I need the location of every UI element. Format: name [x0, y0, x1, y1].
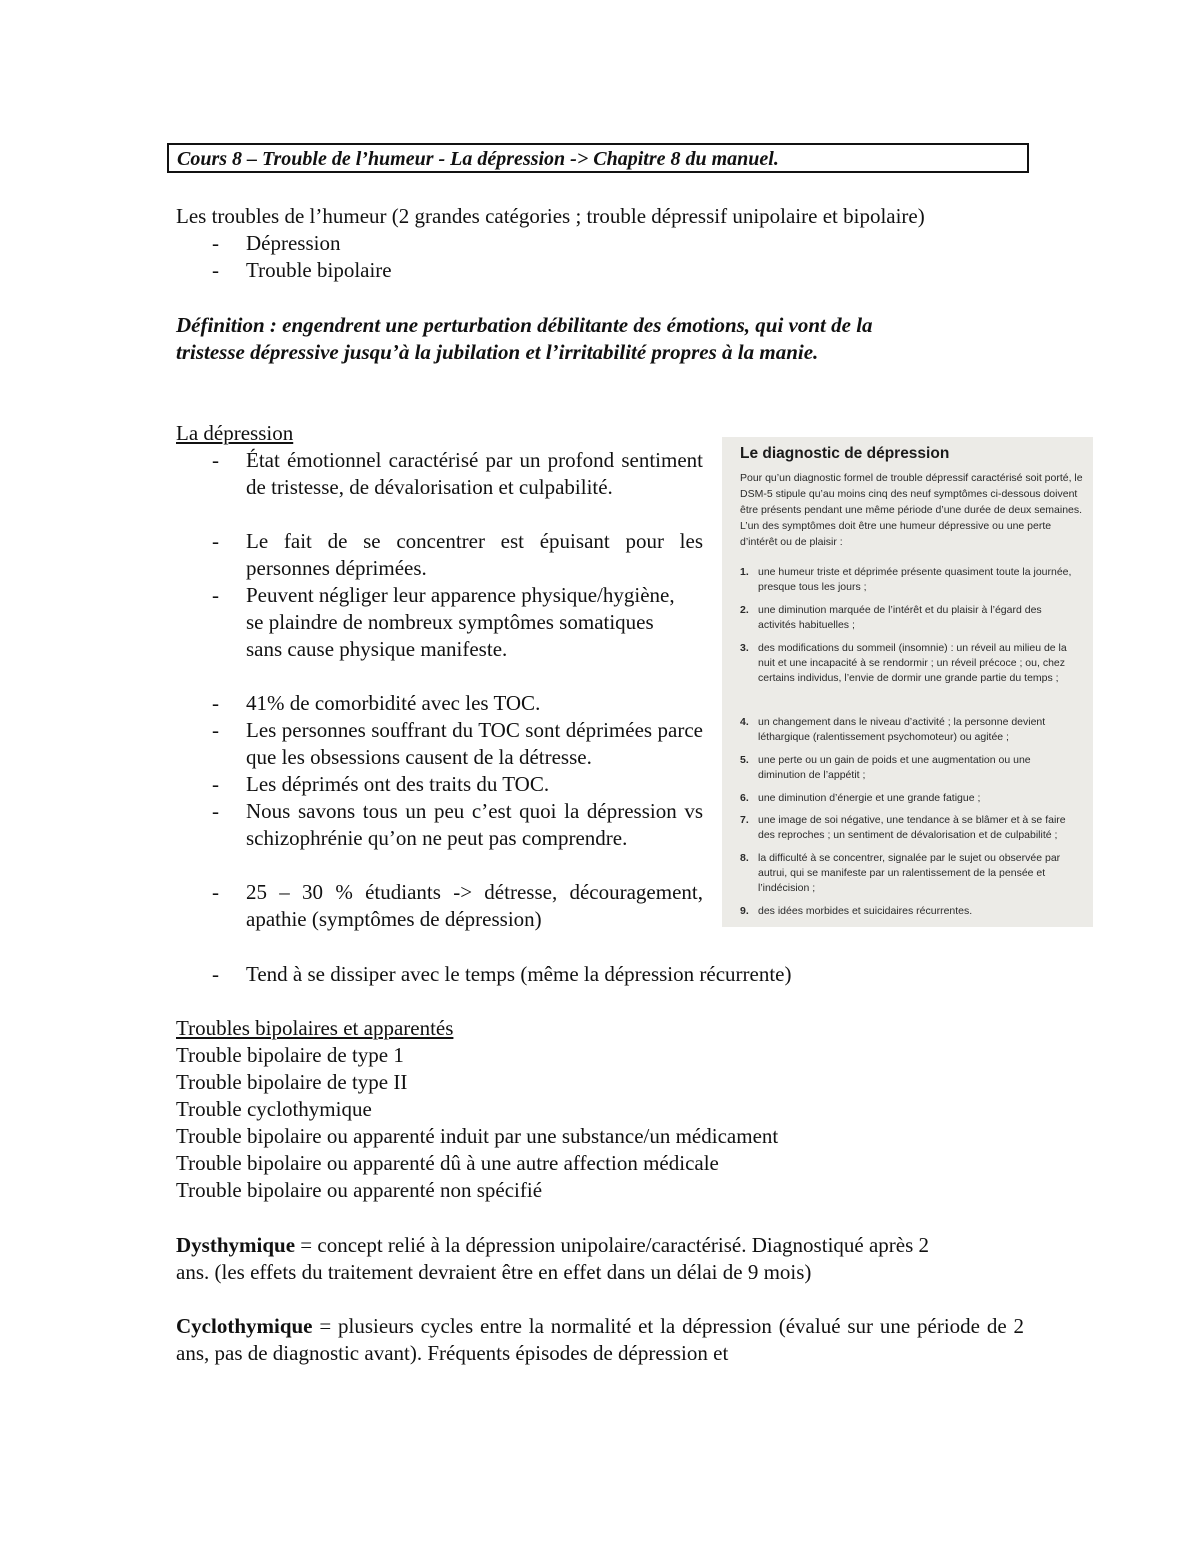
dysthymique-definition: = concept relié à la dépression unipolaire/caractérisé. Diagnostiqué après 2	[295, 1233, 930, 1257]
depression-bullet-2: Le fait de se concentrer est épuisant pour les personnes déprimées.	[246, 529, 703, 580]
photo-item-text: une image de soi négative, une tendance à se blâmer et à se faire des reproches ; un sentiment de dévalorisation et de culpabilité ;	[758, 814, 1066, 841]
bullet-dash: -	[212, 772, 219, 796]
photo-item-number: 4.	[740, 716, 749, 728]
diagnostic-photo	[722, 437, 1093, 927]
depression-bullet-1: État émotionnel caractérisé par un profond sentiment de tristesse, de dévalorisation et culpabilité.	[246, 448, 703, 499]
bipolar-item-1: Trouble bipolaire de type 1	[176, 1043, 404, 1067]
photo-item-number: 2.	[740, 604, 749, 616]
bipolar-item-4: Trouble bipolaire ou apparenté induit par une substance/un médicament	[176, 1124, 779, 1148]
photo-item-number: 6.	[740, 792, 749, 804]
bullet-dash: -	[212, 448, 219, 472]
photo-item-text: une diminution marquée de l’intérêt et du plaisir à l’égard des activités habituelles ;	[758, 604, 1042, 631]
depression-bullet-3: Peuvent négliger leur apparence physique/hygiène, se plaindre de nombreux symptômes somatiques sans cause physique manifeste.	[246, 583, 675, 661]
depression-bullet-8: 25 – 30 % étudiants -> détresse, découragement, apathie (symptômes de dépression)	[246, 880, 703, 931]
bipolar-item-5: Trouble bipolaire ou apparenté dû à une autre affection médicale	[176, 1151, 719, 1175]
bipolar-heading: Troubles bipolaires et apparentés	[176, 1016, 454, 1040]
bullet-dash: -	[212, 880, 219, 904]
depression-bullet-6: Les déprimés ont des traits du TOC.	[246, 772, 550, 796]
dysthymique-line-2: ans. (les effets du traitement devraient être en effet dans un délai de 9 mois)	[176, 1260, 812, 1284]
intro-bullet-2: Trouble bipolaire	[246, 258, 392, 282]
photo-item-number: 3.	[740, 642, 749, 654]
photo-item-text: des idées morbides et suicidaires récurrentes.	[758, 905, 973, 917]
photo-item-text: la difficulté à se concentrer, signalée par le sujet ou observée par autrui, qui se manifeste par un ralentissement de la pensée et l’indécision ;	[758, 852, 1061, 894]
photo-item-text: une diminution d’énergie et une grande fatigue ;	[758, 792, 981, 804]
photo-item-text: une humeur triste et déprimée présente quasiment toute la journée, presque tous les jours ;	[758, 566, 1072, 593]
title-box	[167, 143, 1029, 173]
bullet-dash: -	[212, 718, 219, 742]
intro-line: Les troubles de l’humeur (2 grandes catégories ; trouble dépressif unipolaire et bipolaire)	[176, 204, 925, 228]
photo-item-number: 5.	[740, 754, 749, 766]
dysthymique-term: Dysthymique	[176, 1233, 296, 1257]
dysthymique-line-1	[176, 1232, 929, 1259]
bipolar-item-2: Trouble bipolaire de type II	[176, 1070, 408, 1094]
cyclothymique-term: Cyclothymique	[176, 1314, 313, 1338]
definition-line-2: tristesse dépressive jusqu’à la jubilation et l’irritabilité propres à la manie.	[176, 340, 819, 364]
photo-intro: Pour qu’un diagnostic formel de trouble dépressif caractérisé soit porté, le DSM-5 stipule qu’au moins cinq des neuf symptômes ci-dessous doivent être présents pendant une même période d’une durée de deux semaines. L’un des symptômes doit être une humeur dépressive ou une perte d’intérêt ou de plaisir :	[740, 472, 1083, 548]
depression-bullet-5: Les personnes souffrant du TOC sont déprimées parce que les obsessions causent de la détresse.	[246, 718, 703, 769]
bipolar-item-6: Trouble bipolaire ou apparenté non spécifié	[176, 1178, 543, 1202]
photo-item-text: un changement dans le niveau d’activité ; la personne devient léthargique (ralentissement psychomoteur) ou agitée ;	[758, 716, 1046, 743]
cyclothymique-definition: = plusieurs cycles entre la normalité et la dépression (évalué sur une période de 2 ans, pas de diagnostic avant). Fréquents épisodes de dépression et	[176, 1314, 1024, 1365]
depression-bullet-7: Nous savons tous un peu c’est quoi la dépression vs schizophrénie qu’on ne peut pas comprendre.	[246, 799, 703, 850]
page-title: Cours 8 – Trouble de l’humeur - La dépression -> Chapitre 8 du manuel.	[177, 148, 779, 170]
photo-item-text: une perte ou un gain de poids et une augmentation ou une diminution de l’appétit ;	[758, 754, 1031, 781]
bipolar-item-3: Trouble cyclothymique	[176, 1097, 372, 1121]
bullet-dash: -	[212, 529, 219, 553]
depression-bullet-9: Tend à se dissiper avec le temps (même la dépression récurrente)	[246, 962, 792, 986]
definition-line-1: Définition : engendrent une perturbation débilitante des émotions, qui vont de la	[176, 313, 873, 337]
photo-item-number: 1.	[740, 566, 749, 578]
photo-item-text: des modifications du sommeil (insomnie) : un réveil au milieu de la nuit et une incapacité à se rendormir ; un réveil précoce ; ou, chez certains individus, l’envie de dormir une grande partie du temps ;	[758, 642, 1067, 684]
bullet-dash: -	[212, 691, 219, 715]
intro-bullet-1: Dépression	[246, 231, 341, 255]
cyclothymique-paragraph	[176, 1313, 1024, 1367]
depression-bullet-4: 41% de comorbidité avec les TOC.	[246, 691, 541, 715]
bullet-dash: -	[212, 258, 219, 282]
bullet-dash: -	[212, 231, 219, 255]
photo-item-number: 7.	[740, 814, 749, 826]
bullet-dash: -	[212, 799, 219, 823]
bullet-dash: -	[212, 583, 219, 607]
bullet-dash: -	[212, 962, 219, 986]
photo-item-number: 9.	[740, 905, 749, 917]
photo-title: Le diagnostic de dépression	[740, 445, 950, 462]
photo-item-number: 8.	[740, 852, 749, 864]
depression-heading: La dépression	[176, 421, 294, 445]
